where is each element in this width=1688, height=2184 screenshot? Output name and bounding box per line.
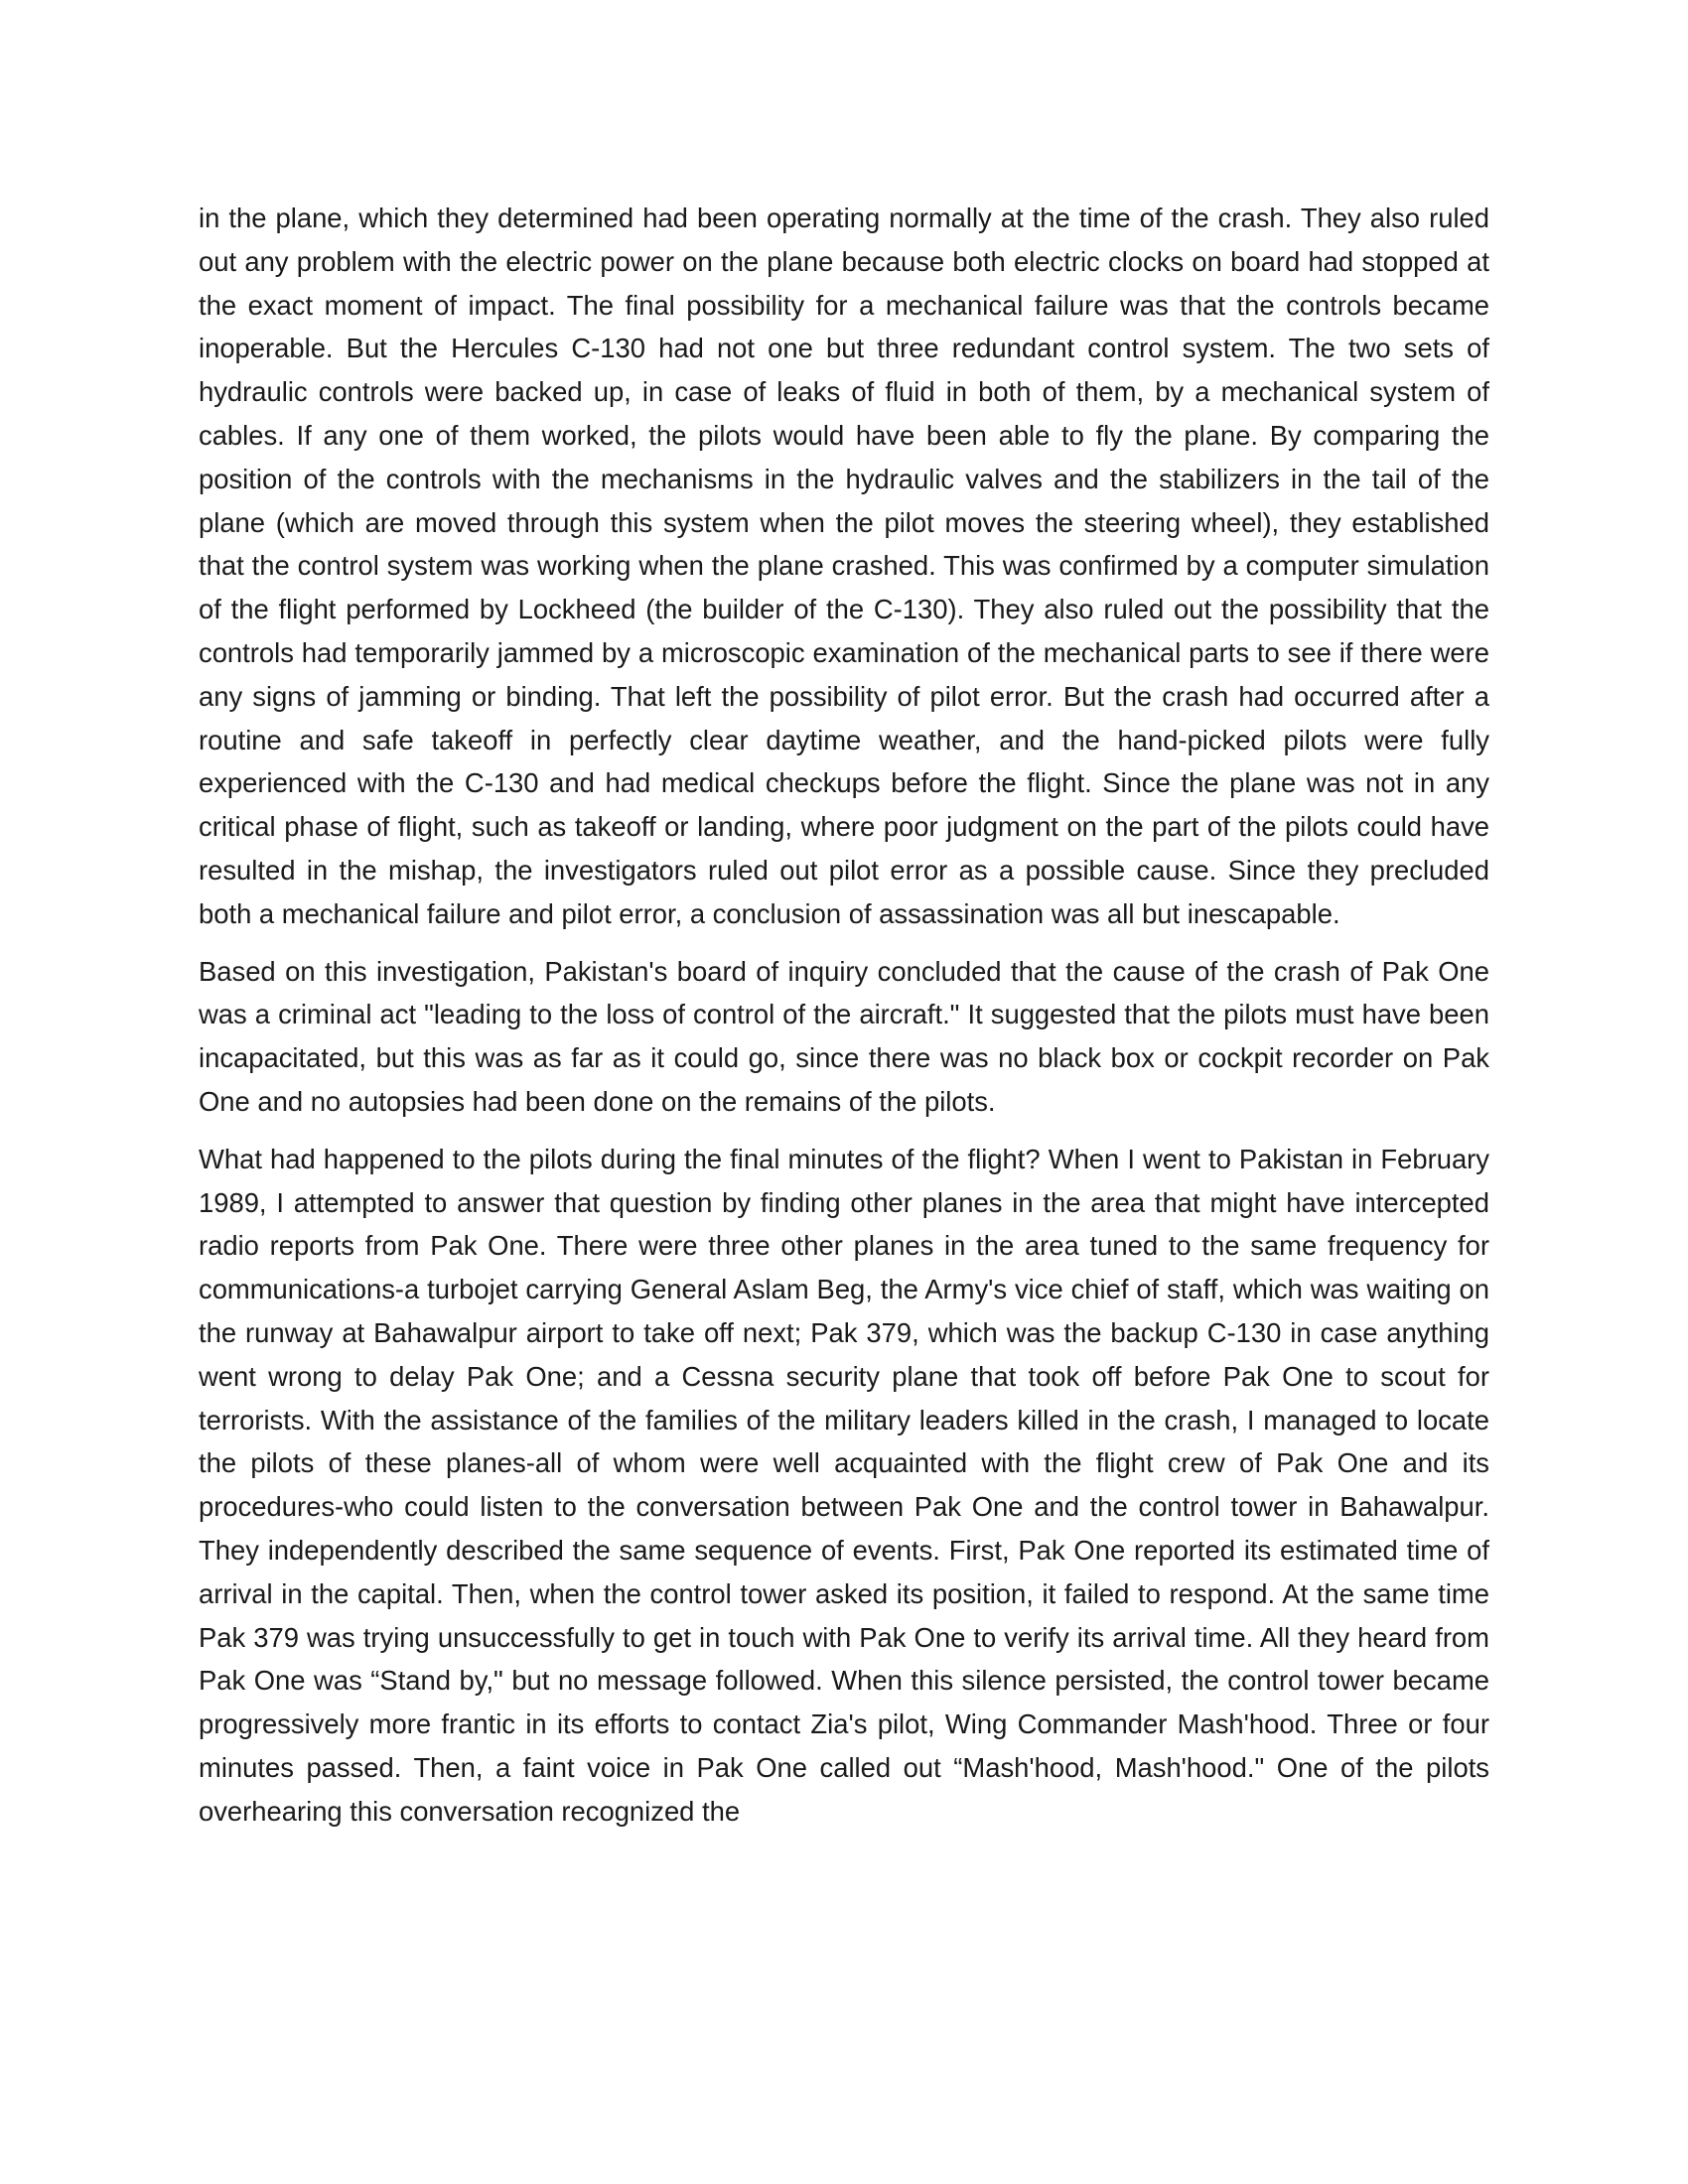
document-page	[199, 197, 1489, 1846]
paragraph-board-of-inquiry: Based on this investigation, Pakistan's board of inquiry concluded that the cause of the crash of Pak One was a criminal act "leading to the loss of control of the aircraft." It suggested that the pilots must have been incapacitated, but this was as far as it could go, since there was no black box or cockpit recorder on Pak One and no autopsies had been done on the remains of the pilots.	[199, 955, 1489, 1117]
paragraph-crash-investigation: in the plane, which they determined had been operating normally at the time of the crash. They also ruled out any problem with the electric power on the plane because both electric clocks on board had stopped at the exact moment of impact. The final possibility for a mechanical failure was that the controls became inoperable. But the Hercules C-130 had not one but three redundant control system. The two sets of hydraulic controls were backed up, in case of leaks of fluid in both of them, by a mechanical system of cables. If any one of them worked, the pilots would have been able to fly the plane. By comparing the position of the controls with the mechanisms in the hydraulic valves and the stabilizers in the tail of the plane (which are moved through this system when the pilot moves the steering wheel), they established that the control system was working when the plane crashed. This was confirmed by a computer simulation of the flight performed by Lockheed (the builder of the C-130). They also ruled out the possibility that the controls had temporarily jammed by a microscopic examination of the mechanical parts to see if there were any signs of jamming or binding. That left the possibility of pilot error. But the crash had occurred after a routine and safe takeoff in perfectly clear daytime weather, and the hand-picked pilots were fully experienced with the C-130 and had medical checkups before the flight. Since the plane was not in any critical phase of flight, such as takeoff or landing, where poor judgment on the part of the pilots could have resulted in the mishap, the investigators ruled out pilot error as a possible cause. Since they precluded both a mechanical failure and pilot error, a conclusion of assassination was all but inescapable.	[199, 203, 1489, 929]
paragraph-final-minutes: What had happened to the pilots during the final minutes of the flight? When I went to Pakistan in February 1989, I attempted to answer that question by finding other planes in the area that might have intercepted radio reports from Pak One. There were three other planes in the area tuned to the same frequency for communications-a turbojet carrying General Aslam Beg, the Army's vice chief of staff, which was waiting on the runway at Bahawalpur airport to take off next; Pak 379, which was the backup C-130 in case anything went wrong to delay Pak One; and a Cessna security plane that took off before Pak One to scout for terrorists. With the assistance of the families of the military leaders killed in the crash, I managed to locate the pilots of these planes-all of whom were well acquainted with the flight crew of Pak One and its procedures-who could listen to the conversation between Pak One and the control tower in Bahawalpur. They independently described the same sequence of events. First, Pak One reported its estimated time of arrival in the capital. Then, when the control tower asked its position, it failed to respond. At the same time Pak 379 was trying unsuccessfully to get in touch with Pak One to verify its arrival time. All they heard from Pak One was “Stand by," but no message followed. When this silence persisted, the control tower became progressively more frantic in its efforts to contact Zia's pilot, Wing Commander Mash'hood. Three or four minutes passed. Then, a faint voice in Pak One called out “Mash'hood, Mash'hood." One of the pilots overhearing this conversation recognized the	[199, 1143, 1489, 1827]
